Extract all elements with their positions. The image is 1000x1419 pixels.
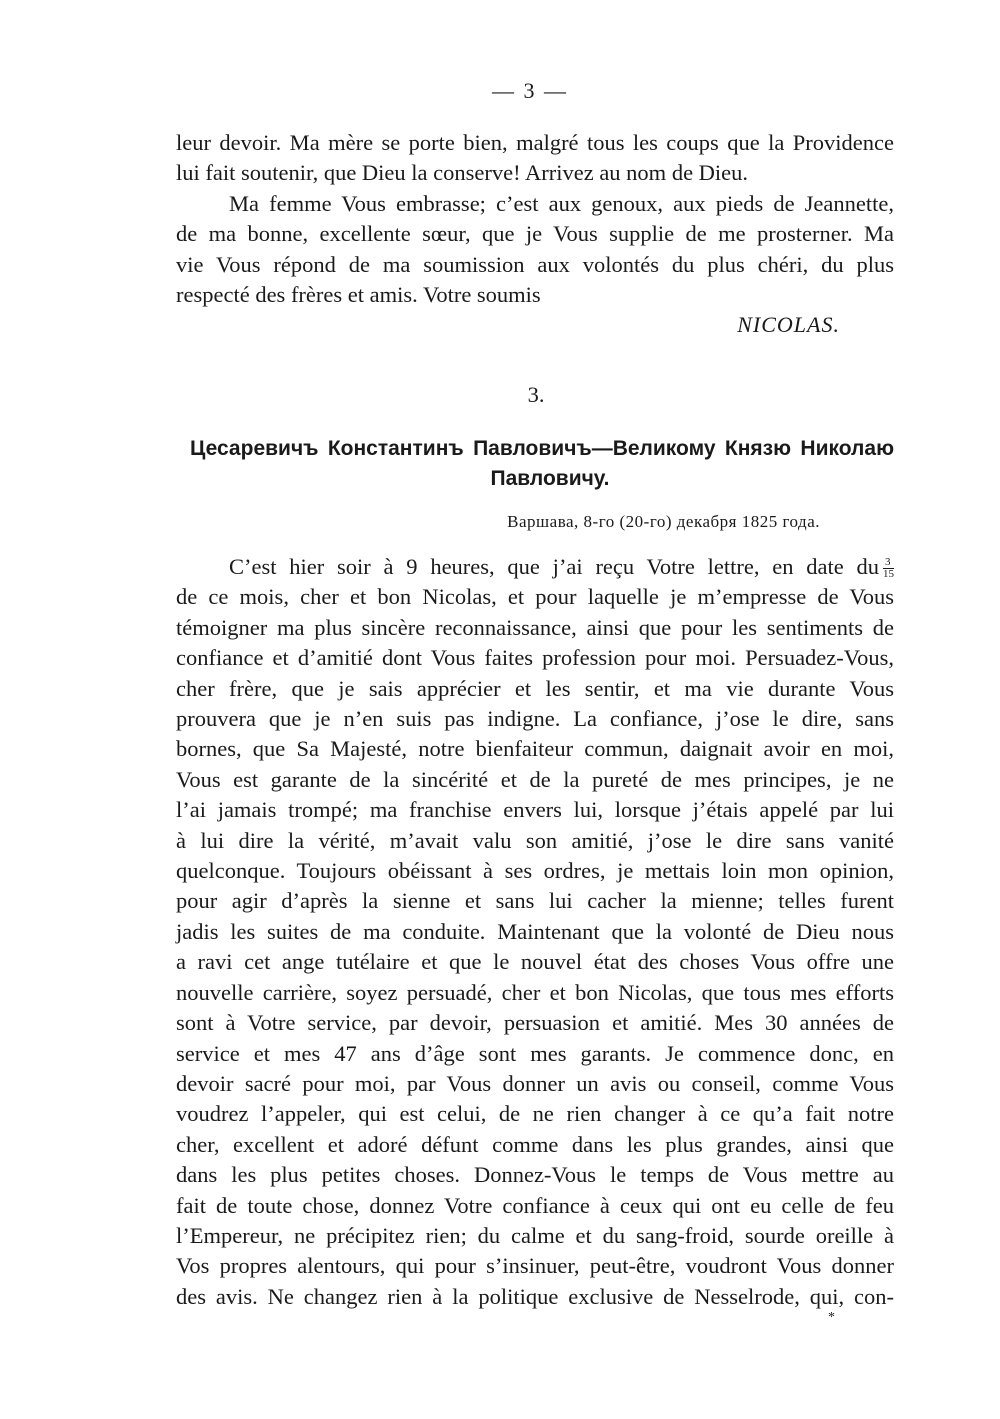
text-line: devoir sacré pour moi, par Vous donner un avis ou conseil, comme Vous (176, 1070, 894, 1096)
text-line: confiance et d’amitié dont Vous faites profession pour moi. Persuadez-Vous, (176, 645, 894, 671)
section-number: 3. (527, 382, 545, 407)
text-line: Vos propres alentours, qui pour s’insinuer, peut-être, voudront Vous donner (176, 1253, 894, 1279)
footer-mark: * (828, 1310, 835, 1325)
text-line: service et mes 47 ans d’âge sont mes garants. Je commence donc, en (176, 1040, 894, 1066)
text-line: témoigner ma plus sincère reconnaissance, ainsi que pour les sentiments de (176, 614, 894, 640)
page-number: — 3 — (492, 78, 568, 103)
text-line: fait de toute chose, donnez Votre confiance à ceux qui ont eu celle de feu (176, 1192, 894, 1218)
fraction-numerator: 3 (883, 557, 894, 569)
text-line: à lui dire la vérité, m’avait valu son amitié, j’ose le dire sans vanité (176, 827, 894, 853)
text-line: Vous est garante de la sincérité et de la pureté de mes principes, je ne (176, 766, 894, 792)
text-line: pour agir d’après la sienne et sans lui cacher la mienne; telles furent (176, 888, 894, 914)
letter-heading (176, 434, 894, 494)
text-line: jadis les suites de ma conduite. Maintenant que la volonté de Dieu nous (176, 918, 894, 944)
text-line: lui fait soutenir, que Dieu la conserve! Arrivez au nom de Dieu. (176, 160, 749, 186)
text-line: bornes, que Sa Majesté, notre bienfaiteur commun, daignait avoir en moi, (176, 736, 894, 762)
text-line: cher, excellent et adoré défunt comme dans les plus grandes, ainsi que (176, 1131, 894, 1157)
heading-line-2: Павловичу. (490, 467, 610, 490)
text-line: voudrez l’appeler, qui est celui, de ne rien changer à ce qu’a fait notre (176, 1101, 894, 1127)
text-line: de ma bonne, excellente sœur, que je Vous supplie de me prosterner. Ma (176, 221, 894, 247)
letter-3-body (176, 552, 894, 1312)
text-line: dans les plus petites choses. Donnez-Vous le temps de Vous mettre au (176, 1162, 894, 1188)
text-line: cher frère, que je sais apprécier et les sentir, et ma vie durante Vous (176, 675, 894, 701)
text-line: nouvelle carrière, soyez persuadé, cher et bon Nicolas, que tous mes efforts (176, 979, 894, 1005)
signature: NICOLAS. (737, 312, 840, 337)
letter-2-closing-text (176, 128, 894, 310)
text-line: prouvera que je n’en suis pas indigne. La confiance, j’ose le dire, sans (176, 706, 894, 732)
text-line: l’ai jamais trompé; ma franchise envers lui, lorsque j’étais appelé par lui (176, 797, 894, 823)
text-line: l’Empereur, ne précipitez rien; du calme et du sang-froid, sourde oreille à (176, 1222, 894, 1248)
text-line: de ce mois, cher et bon Nicolas, et pour laquelle je m’empresse de Vous (176, 584, 894, 610)
date-fraction (883, 557, 894, 580)
text-line: vie Vous répond de ma soumission aux volontés du plus chéri, du plus (176, 251, 894, 277)
text-line: leur devoir. Ma mère se porte bien, malgré tous les coups que la Providence (176, 130, 894, 155)
first-line-text: C’est hier soir à 9 heures, que j’ai reçu Votre lettre, en date du (229, 554, 879, 579)
text-line: a ravi cet ange tutélaire et que le nouvel état des choses Vous offre une (176, 949, 894, 975)
text-line: respecté des frères et amis. Votre soumis (176, 282, 541, 308)
fraction-denominator: 15 (883, 568, 894, 581)
text-line: Ma femme Vous embrasse; c’est aux genoux, aux pieds de Jeannette, (229, 190, 894, 216)
text-line: des avis. Ne changez rien à la politique exclusive de Nesselrode, qui, con- (176, 1283, 894, 1309)
text-line: sont à Votre service, par devoir, persuasion et amitié. Mes 30 années de (176, 1010, 894, 1036)
heading-line-1: Цесаревичъ Константинъ Павловичъ—Великому Князю Николаю (190, 437, 894, 460)
text-line-first (176, 552, 894, 582)
dateline: Варшава, 8-го (20-го) декабря 1825 года. (507, 512, 820, 531)
text-line: quelconque. Toujours obéissant à ses ordres, je mettais loin mon opinion, (176, 858, 894, 884)
